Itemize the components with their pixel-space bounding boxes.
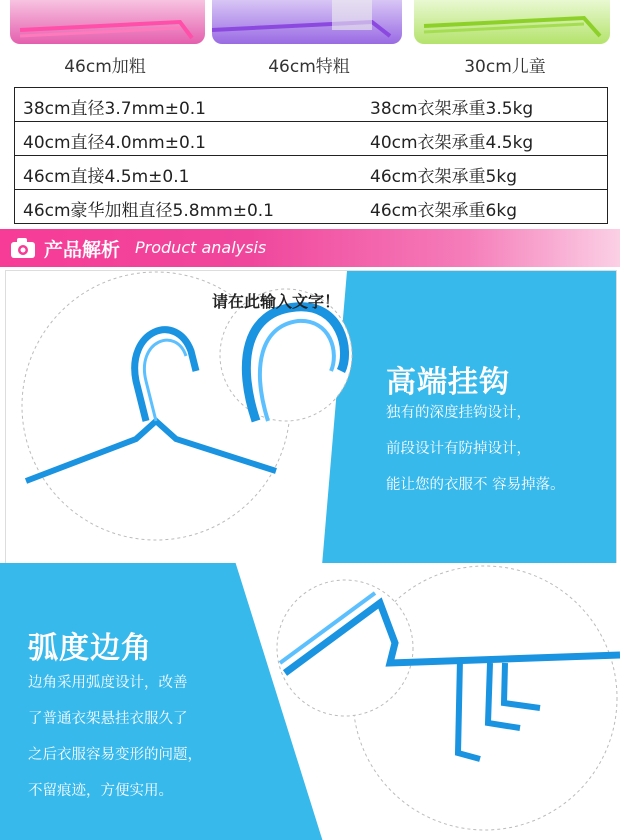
- green-hanger-image: [414, 0, 610, 44]
- hook-title: 高端挂钩: [386, 365, 510, 400]
- corner-desc-line-3: 之后衣服容易变形的问题，: [28, 747, 202, 763]
- hook-desc-line-1: 独有的深度挂钩设计，: [386, 405, 531, 421]
- corner-desc-line-4: 不留痕迹，方便实用。: [28, 783, 173, 799]
- product-thumb-green: [414, 0, 610, 44]
- camera-icon: [10, 237, 36, 259]
- hook-caption: 请在此输入文字！: [212, 292, 341, 311]
- spec-diameter: 40cm直径4.0mm±0.1: [23, 133, 206, 153]
- spec-load: 38cm衣架承重3.5kg: [370, 99, 534, 119]
- corner-desc-line-1: 边角采用弧度设计，改善: [28, 675, 188, 691]
- table-row: [15, 156, 607, 190]
- corner-desc-line-2: 了普通衣架悬挂衣服久了: [28, 711, 188, 727]
- table-row: [15, 190, 607, 224]
- purple-hanger-image: [212, 0, 402, 44]
- pink-hanger-image: [10, 0, 205, 44]
- spec-load: 46cm衣架承重6kg: [370, 201, 517, 221]
- feature-hook-panel: [5, 270, 617, 564]
- product-thumb-pink: [10, 0, 205, 44]
- spec-load: 46cm衣架承重5kg: [370, 167, 517, 187]
- hook-desc-line-2: 前段设计有防掉设计，: [386, 441, 531, 457]
- hook-desc-line-3: 能让您的衣服不 容易掉落。: [386, 477, 565, 493]
- product-label-2: 46cm特粗: [268, 57, 350, 77]
- feature-corner-panel: [0, 563, 620, 840]
- spec-diameter: 38cm直径3.7mm±0.1: [23, 99, 206, 119]
- banner-title-cn: 产品解析: [44, 239, 121, 261]
- table-row: [15, 88, 607, 122]
- spec-diameter: 46cm直接4.5m±0.1: [23, 167, 190, 187]
- product-thumb-purple: [212, 0, 402, 44]
- product-analysis-banner: [0, 229, 620, 267]
- banner-title-en: Product analysis: [135, 238, 267, 257]
- spec-load: 40cm衣架承重4.5kg: [370, 133, 534, 153]
- corner-title: 弧度边角: [28, 631, 152, 666]
- spec-diameter: 46cm豪华加粗直径5.8mm±0.1: [23, 201, 274, 221]
- spec-table: [14, 87, 608, 224]
- product-label-1: 46cm加粗: [64, 57, 146, 77]
- table-row: [15, 122, 607, 156]
- product-label-3: 30cm儿童: [464, 57, 546, 77]
